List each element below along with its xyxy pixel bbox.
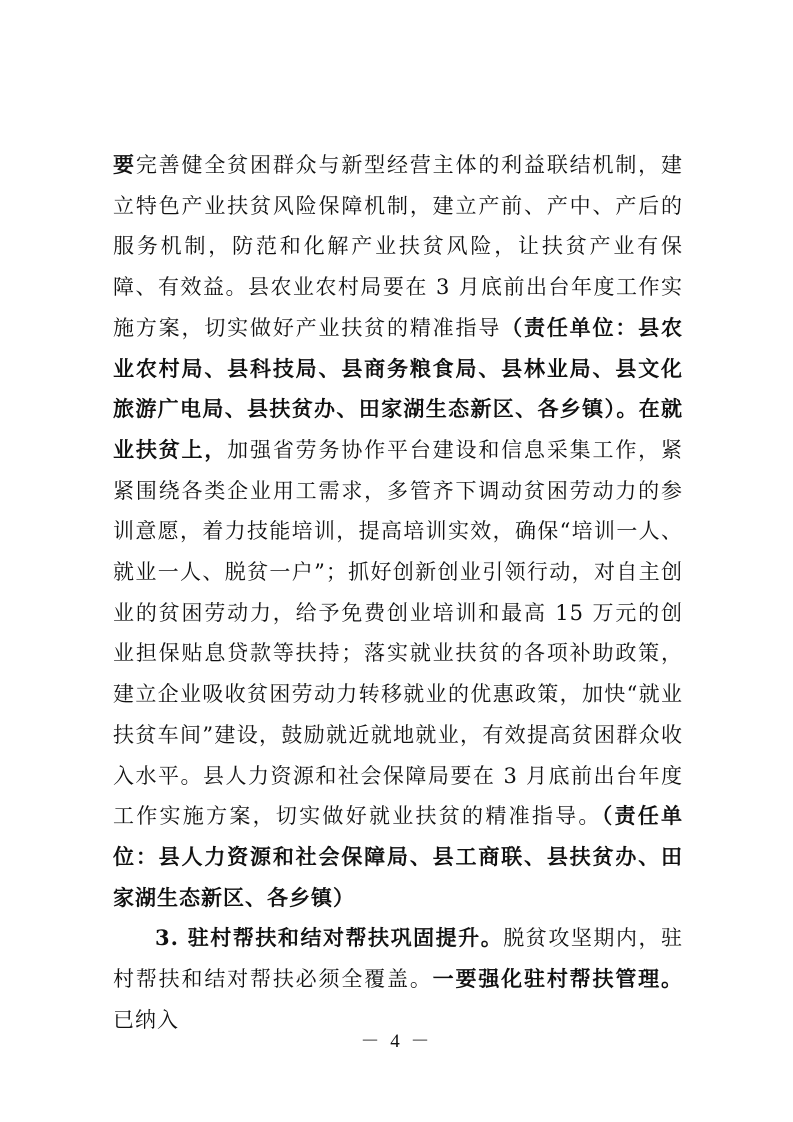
bold-segment: 要	[113, 152, 136, 177]
paragraph-assistance	[113, 918, 683, 1040]
text-segment: 已纳入	[113, 1007, 179, 1032]
text-segment: 完善健全贫困群众与新型经营主体的利益联结机制，建立特色产业扶贫风险保障机制，建立产前、产中、产后的服务机制，防范和化解产业扶贫风险，让扶贫产业有保障、有效益。县农业农村局要在 3 月底前出台年度工作实施方案，切实做好产业扶贫的精准指导	[113, 153, 684, 340]
paragraph-industry-employment	[113, 145, 683, 918]
responsible-units-industry: （责任单位：县农业农村局、县科技局、县商务粮食局、县林业局、县文化旅游广电局、县扶贫办、田家湖生态新区、各乡镇）。在就业扶贫上，	[113, 314, 684, 462]
text-segment: 脱贫攻坚期内，驻村帮扶和结对帮扶必须全覆盖。	[113, 926, 684, 992]
section-heading: 3. 驻村帮扶和结对帮扶巩固提升。	[155, 925, 504, 951]
sub-heading: 一要强化驻村帮扶管理。	[432, 966, 684, 992]
text-segment: 加强省劳务协作平台建设和信息采集工作，紧紧围绕各类企业用工需求，多管齐下调动贫困劳动力的参训意愿，着力技能培训，提高培训实效，确保“培训一人、就业一人、脱贫一户”；抓好创新创业引领行动，对自主创业的贫困劳动力，给予免费创业培训和最高 15 万元的创业担保贴息贷款等扶持；落实就业扶贫的各项补助政策，建立企业吸收贫困劳动力转移就业的优惠政策，加快“就业扶贫车间”建设，鼓励就近就地就业，有效提高贫困群众收入水平。县人力资源和社会保障局要在 3 月底前出台年度工作实施方案，切实做好就业扶贫的精准指导。	[113, 437, 684, 829]
document-body	[113, 145, 683, 1040]
page-number: － 4 －	[360, 1031, 433, 1052]
responsible-units-employment: （责任单位：县人力资源和社会保障局、县工商联、县扶贫办、田家湖生态新区、各乡镇）	[113, 803, 683, 910]
